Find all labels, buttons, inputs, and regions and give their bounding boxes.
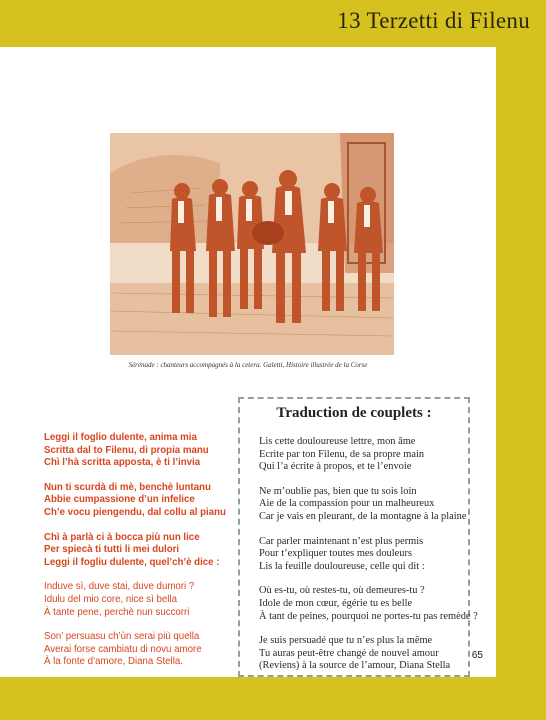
- translation-line: Lis la feuille douloureuse, celle qui dit :: [259, 560, 425, 572]
- translation-line: Pour t’expliquer toutes mes douleurs: [259, 548, 412, 560]
- corsican-line: Per spiecà ti tutti li mei dulori: [44, 544, 180, 556]
- corsican-stanza: [44, 482, 234, 520]
- serenade-illustration: [110, 133, 394, 355]
- translation-line: Ne m’oublie pas, bien que tu sois loin: [259, 485, 417, 497]
- engraving-image: [110, 133, 394, 355]
- translation-stanza: [259, 635, 469, 673]
- corsican-line: Leggi il fogliu dulente, quel’ch’è dice :: [44, 556, 220, 568]
- corsican-line: Ch’e vocu piengendu, dal collu al pianu: [44, 506, 226, 518]
- corsican-poem: [44, 432, 234, 681]
- corsican-line: Induve sì, duve stai, duve dumori ?: [44, 581, 195, 593]
- corsican-stanza: [44, 432, 234, 470]
- translation-stanza: [259, 436, 469, 474]
- page-number: 65: [471, 650, 483, 661]
- corsican-line: Idulu del mio core, nice sì bella: [44, 593, 178, 605]
- chapter-title: 13 Terzetti di Filenu: [337, 8, 530, 33]
- corsican-line: Scritta dal to Filenu, di propia manu: [44, 444, 209, 456]
- figure-caption: Sérénade : chanteurs accompagnés à la cetera. Galetti, Histoire illustrée de la Corse: [128, 361, 368, 369]
- translation-line: Idole de mon cœur, égérie tu es belle: [259, 597, 413, 609]
- corsican-line: À tante pene, perchè nun succorri: [44, 606, 190, 618]
- corsican-line: À la fonte d’amore, Diana Stella.: [44, 656, 183, 668]
- page: [0, 47, 496, 677]
- translation-title: Traduction de couplets :: [276, 405, 432, 421]
- translation-line: Où es-tu, où restes-tu, où demeures-tu ?: [259, 585, 425, 597]
- corsican-line: Son’ persuasu ch’ùn serai più quella: [44, 631, 200, 643]
- translation-line: Tu auras peut-être changé de nouvel amour: [259, 647, 439, 659]
- translation-line: Qui l’a écrite à propos, et te l’envoie: [259, 461, 412, 473]
- translation-line: (Reviens) à la source de l’amour, Diana Stella: [259, 660, 451, 672]
- translation-line: Ecrite par ton Filenu, de sa propre main: [259, 448, 425, 460]
- translation-stanza: [259, 536, 469, 574]
- corsican-stanza: [44, 581, 234, 619]
- corsican-line: Chì à parlà ci à bocca più nun lice: [44, 531, 200, 543]
- corsican-line: Leggi il foglio dulente, anima mia: [44, 432, 197, 443]
- translation-line: Je suis persuadé que tu n’es plus la même: [259, 635, 433, 647]
- translation-stanza: [259, 486, 469, 524]
- corsican-line: Abbie cumpassione d’un infelice: [44, 494, 195, 506]
- corsican-stanza: [44, 532, 234, 570]
- corsican-line: Chì l’hà scritta apposta, è ti l’invia: [44, 457, 201, 469]
- corsican-stanza: [44, 631, 234, 669]
- translation-line: Car parler maintenant n’est plus permis: [259, 535, 424, 547]
- translation-line: Lis cette douloureuse lettre, mon âme: [259, 436, 416, 447]
- corsican-line: Averai forse cambiatu di novu amore: [44, 643, 202, 655]
- translation-stanza: [259, 585, 478, 623]
- translation-line: Aie de la compassion pour un malheureux: [259, 498, 435, 510]
- corsican-line: Nun ti scurdà di mè, benchè luntanu: [44, 481, 211, 493]
- translation-line: Car je vais en pleurant, de la montagne à la plaine: [259, 510, 467, 522]
- translation-line: À tant de peines, pourquoi ne portes-tu pas remède ?: [259, 610, 478, 622]
